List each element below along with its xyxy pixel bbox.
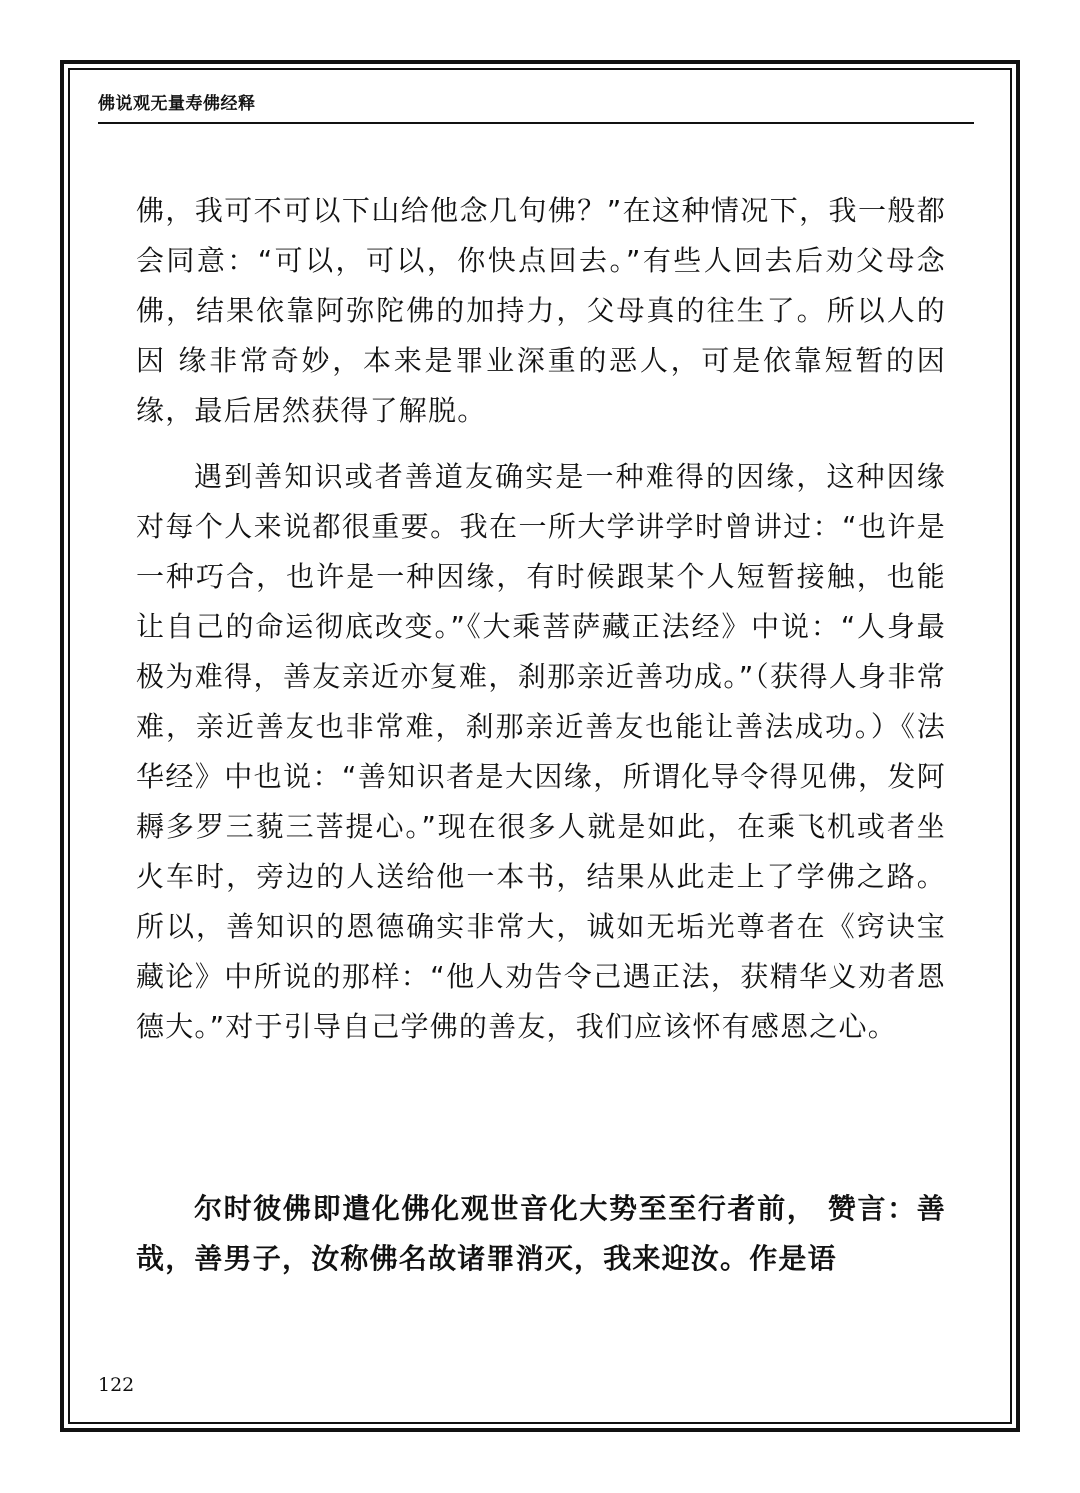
book-title: 佛说观无量寿佛经释	[98, 94, 256, 114]
page-number: 122	[98, 1374, 135, 1396]
sutra-quote: 尔时彼佛即遣化佛化观世音化大势至至行者前， 赞言：善哉，善男子，汝称佛名故诸罪消灭，我来迎汝。作是语	[136, 1192, 946, 1275]
body-paragraph-2: 遇到善知识或者善道友确实是一种难得的因缘，这种因缘对每个人来说都很重要。我在一所大学讲学时曾讲过：“也许是一种巧合，也许是一种因缘，有时候跟某个人短暂接触，也能让自己的命运彻底改变。”《大乘菩萨藏正法经》中说：“人身最极为难得，善友亲近亦复难，刹那亲近善功成。”（获得人身非常难，亲近善友也非常难，刹那亲近善友也能让善法成功。）《法华经》中也说：“善知识者是大因缘，所谓化导令得见佛，发阿耨多罗三藐三菩提心。”现在很多人就是如此，在乘飞机或者坐火车时，旁边的人送给他一本书，结果从此走上了学佛之路。所以，善知识的恩德确实非常大，诚如无垢光尊者在《窍诀宝藏论》中所说的那样：“他人劝告令己遇正法，获精华义劝者恩德大。”对于引导自己学佛的善友，我们应该怀有感恩之心。	[136, 460, 946, 1043]
body-paragraph-1: 佛，我可不可以下山给他念几句佛？”在这种情况下，我一般都会同意：“可以，可以，你快点回去。”有些人回去后劝父母念佛，结果依靠阿弥陀佛的加持力，父母真的往生了。所以人的因 缘非常奇妙，本来是罪业深重的恶人，可是依靠短暂的因缘，最后居然获得了解脱。	[136, 194, 946, 427]
running-header	[98, 92, 974, 124]
